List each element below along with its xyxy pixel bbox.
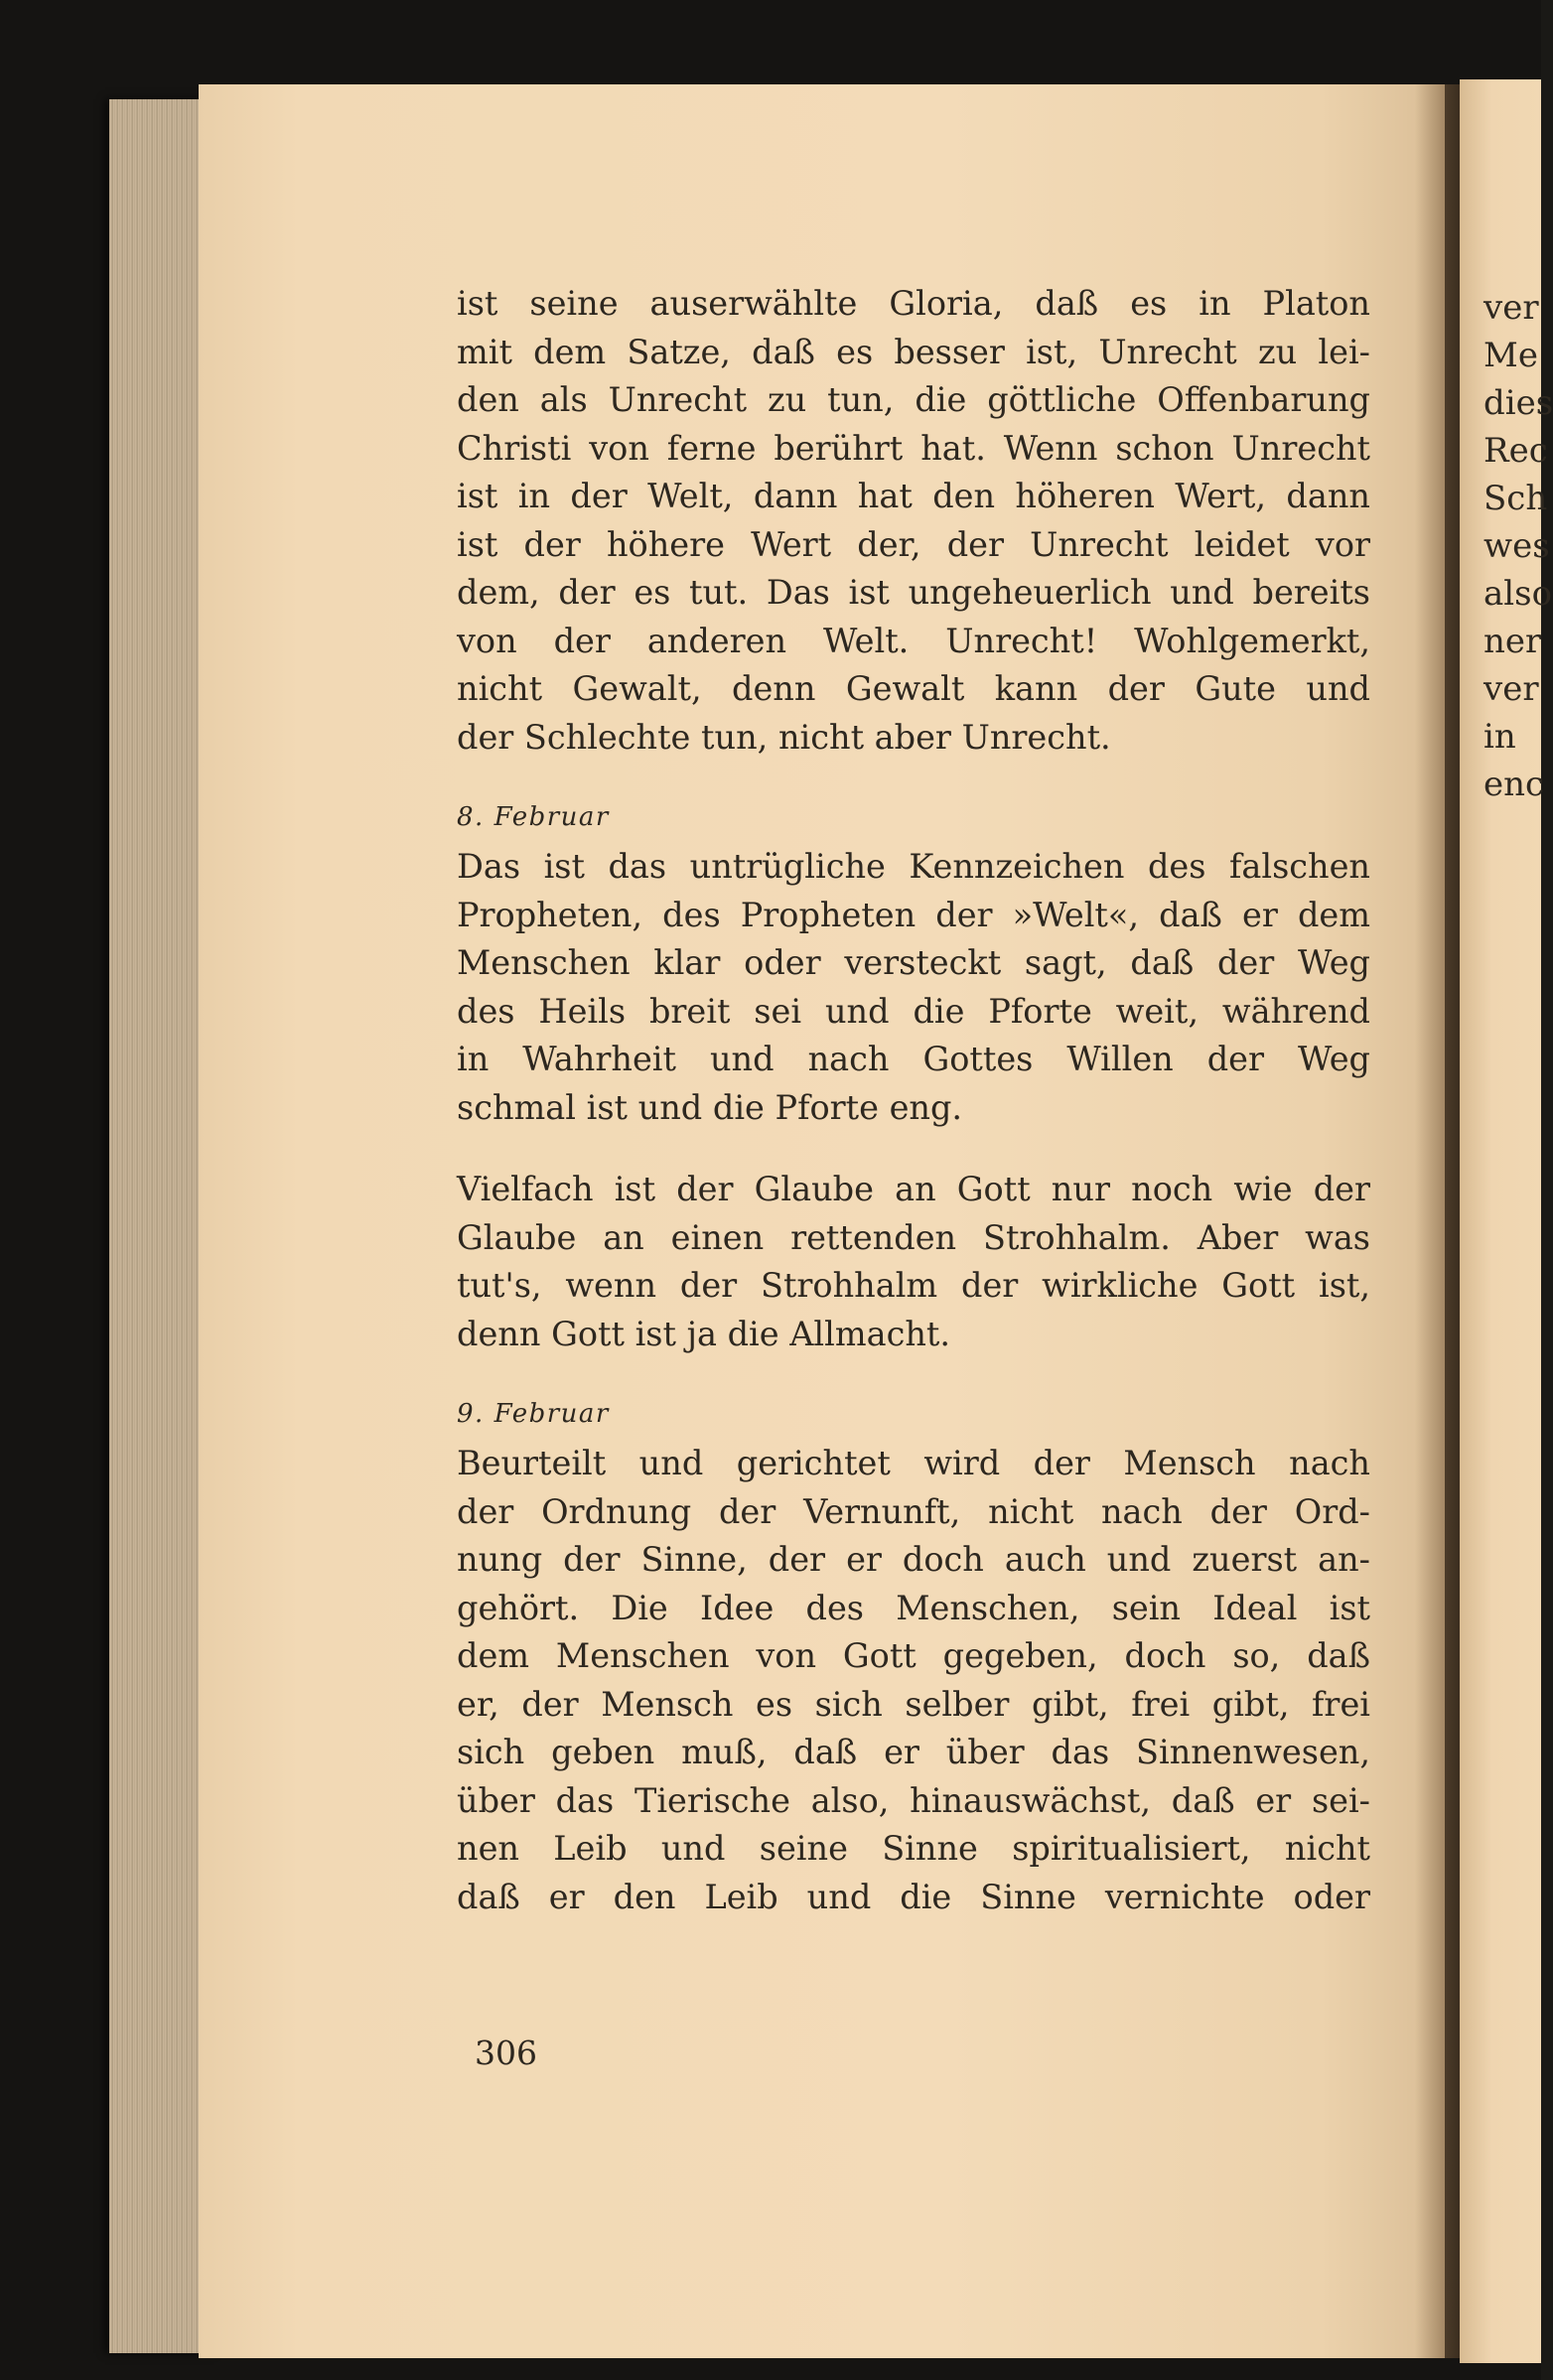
paragraph-gloria	[457, 280, 1370, 762]
date-heading-feb-9: 9. Februar	[457, 1399, 610, 1429]
facing-fragment: wes	[1483, 526, 1550, 566]
text-line: über das Tierische also, hinauswächst, daß er sei-	[457, 1780, 1370, 1820]
text-line: dem, der es tut. Das ist ungeheuerlich und bereits	[457, 573, 1370, 612]
paragraph-strohhalm	[457, 1166, 1370, 1358]
text-line: denn Gott ist ja die Allmacht.	[457, 1314, 951, 1353]
facing-fragment: Rec	[1483, 431, 1548, 471]
text-line: nicht Gewalt, denn Gewalt kann der Gute und	[457, 669, 1370, 708]
text-line: der Ordnung der Vernunft, nicht nach der Ord-	[457, 1491, 1370, 1531]
text-line: daß er den Leib und die Sinne vernichte oder	[457, 1877, 1370, 1916]
facing-fragment: ver	[1483, 288, 1539, 328]
paragraph-gap	[457, 1132, 1370, 1166]
text-line: dem Menschen von Gott gegeben, doch so, daß	[457, 1636, 1370, 1675]
facing-fragment: also	[1483, 574, 1553, 614]
facing-fragment: Me	[1483, 336, 1538, 375]
facing-fragment: ver	[1483, 669, 1539, 709]
facing-fragment: in	[1483, 717, 1516, 757]
facing-fragment: ner	[1483, 622, 1542, 661]
text-line: mit dem Satze, daß es besser ist, Unrecht zu lei-	[457, 332, 1370, 371]
text-line: ist der höhere Wert der, der Unrecht leidet vor	[457, 524, 1370, 564]
text-line: des Heils breit sei und die Pforte weit, während	[457, 991, 1370, 1031]
text-line: der Schlechte tun, nicht aber Unrecht.	[457, 717, 1111, 757]
text-line: den als Unrecht zu tun, die göttliche Offenbarung	[457, 380, 1370, 419]
paragraph-vernunft	[457, 1440, 1370, 1921]
facing-fragment: enc	[1483, 765, 1545, 804]
text-line: tut's, wenn der Strohhalm der wirkliche Gott ist,	[457, 1266, 1370, 1305]
page-text	[457, 280, 1370, 1921]
text-line: Vielfach ist der Glaube an Gott nur noch wie der	[457, 1170, 1370, 1208]
text-line: Beurteilt und gerichtet wird der Mensch nach	[457, 1444, 1370, 1482]
text-line: Propheten, des Propheten der »Welt«, daß er dem	[457, 895, 1370, 934]
page-number: 306	[475, 2033, 537, 2072]
facing-fragment: dies	[1483, 383, 1553, 423]
text-line: schmal ist und die Pforte eng.	[457, 1087, 963, 1127]
text-line: in Wahrheit und nach Gottes Willen der Weg	[457, 1040, 1370, 1078]
text-line: er, der Mensch es sich selber gibt, frei gibt, frei	[457, 1684, 1370, 1724]
text-line: Das ist das untrügliche Kennzeichen des falschen	[457, 847, 1370, 886]
date-heading-feb-8: 8. Februar	[457, 802, 610, 832]
facing-fragment: Sch	[1483, 479, 1548, 518]
book-gutter	[1415, 84, 1465, 2358]
text-line: Menschen klar oder versteckt sagt, daß der Weg	[457, 943, 1370, 982]
text-line: ist in der Welt, dann hat den höheren Wert, dann	[457, 477, 1370, 515]
text-line: von der anderen Welt. Unrecht! Wohlgemerkt,	[457, 621, 1370, 660]
text-line: Christi von ferne berührt hat. Wenn schon Unrecht	[457, 428, 1370, 468]
paragraph-false-prophets	[457, 843, 1370, 1132]
text-line: nung der Sinne, der er doch auch und zuerst an-	[457, 1540, 1370, 1579]
text-line: gehört. Die Idee des Menschen, sein Ideal ist	[457, 1588, 1370, 1627]
text-line: nen Leib und seine Sinne spiritualisiert, nicht	[457, 1829, 1370, 1868]
facing-page	[1460, 79, 1553, 2363]
text-line: Glaube an einen rettenden Strohhalm. Aber was	[457, 1217, 1370, 1257]
text-line: sich geben muß, daß er über das Sinnenwesen,	[457, 1733, 1370, 1771]
text-line: ist seine auserwählte Gloria, daß es in Platon	[457, 284, 1370, 323]
